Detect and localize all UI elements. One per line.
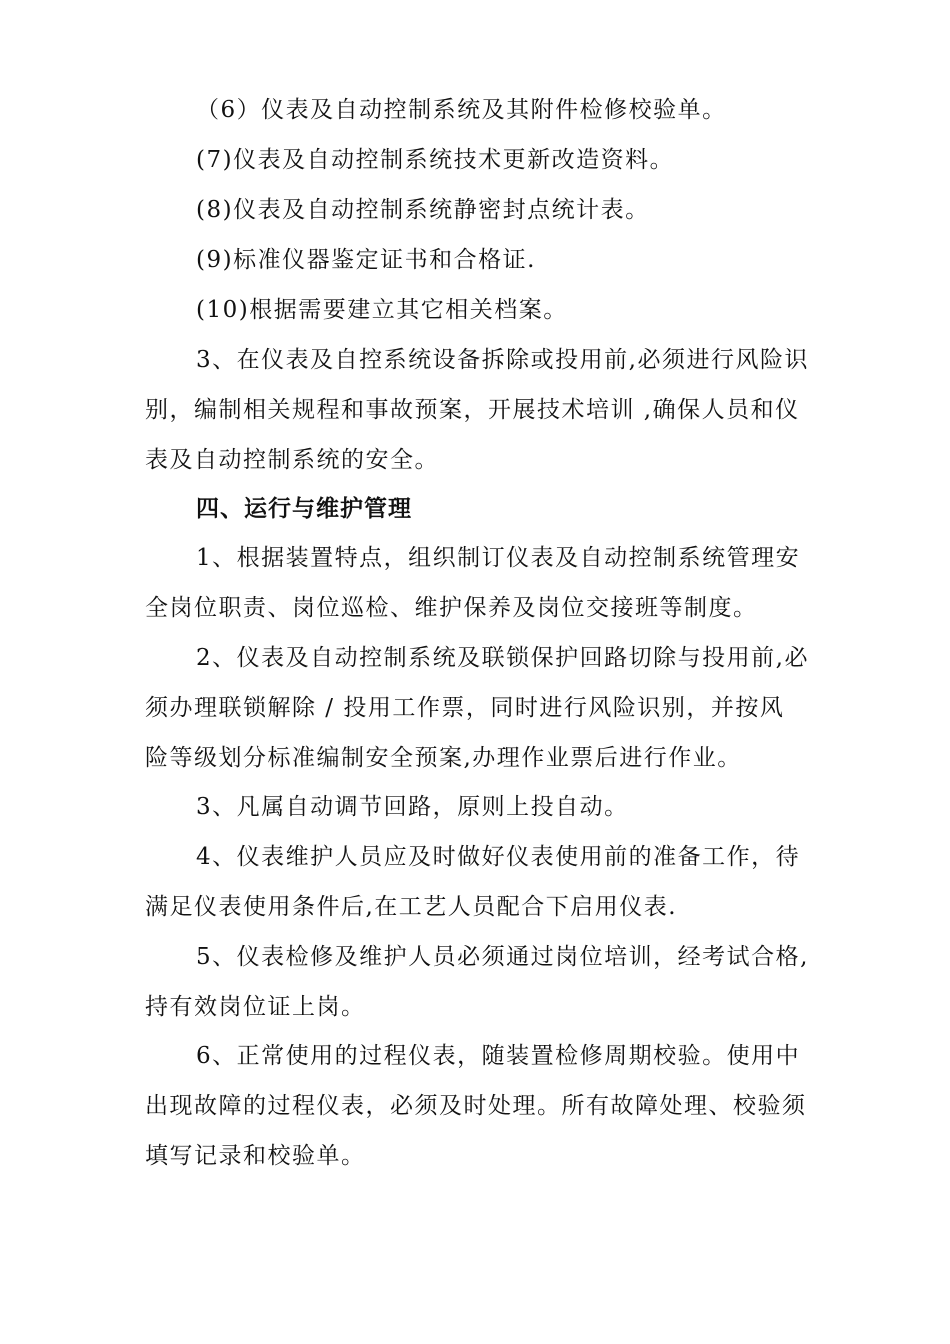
section-paragraph-1-line-1: 1、根据装置特点，组织制订仪表及自动控制系统管理安	[196, 545, 801, 571]
section-paragraph-6-line-1: 6、正常使用的过程仪表，随装置检修周期校验。使用中	[196, 1043, 801, 1069]
list-item-8: (8)仪表及自动控制系统静密封点统计表。	[196, 197, 650, 223]
list-item-9: (9)标准仪器鉴定证书和合格证.	[196, 247, 536, 273]
section-paragraph-6-line-2: 出现故障的过程仪表，必须及时处理。所有故障处理、校验须	[145, 1093, 807, 1119]
section-paragraph-5-line-1: 5、仪表检修及维护人员必须通过岗位培训，经考试合格,	[196, 944, 809, 970]
paragraph-3-line-3: 表及自动控制系统的安全。	[145, 447, 439, 473]
section-heading: 四、运行与维护管理	[196, 495, 412, 522]
section-paragraph-4-line-1: 4、仪表维护人员应及时做好仪表使用前的准备工作，待	[196, 844, 801, 870]
section-paragraph-6-line-3: 填写记录和校验单。	[145, 1143, 366, 1169]
list-item-6: （6）仪表及自动控制系统及其附件检修校验单。	[196, 97, 727, 123]
section-paragraph-2-line-1: 2、仪表及自动控制系统及联锁保护回路切除与投用前,必	[196, 645, 809, 671]
paragraph-3-line-2: 别，编制相关规程和事故预案，开展技术培训 ,确保人员和仪	[145, 397, 800, 423]
section-paragraph-2-line-2: 须办理联锁解除 / 投用工作票，同时进行风险识别，并按风	[145, 695, 785, 721]
list-item-7: (7)仪表及自动控制系统技术更新改造资料。	[196, 147, 675, 173]
section-paragraph-2-line-3: 险等级划分标准编制安全预案,办理作业票后进行作业。	[145, 745, 742, 771]
list-item-10: (10)根据需要建立其它相关档案。	[196, 297, 568, 323]
section-paragraph-5-line-2: 持有效岗位证上岗。	[145, 994, 366, 1020]
section-paragraph-1-line-2: 全岗位职责、岗位巡检、维护保养及岗位交接班等制度。	[145, 595, 758, 621]
section-paragraph-3-line-1: 3、凡属自动调节回路，原则上投自动。	[196, 794, 629, 820]
section-paragraph-4-line-2: 满足仪表使用条件后,在工艺人员配合下启用仪表.	[145, 894, 678, 920]
paragraph-3-line-1: 3、在仪表及自控系统设备拆除或投用前,必须进行风险识	[196, 347, 809, 373]
